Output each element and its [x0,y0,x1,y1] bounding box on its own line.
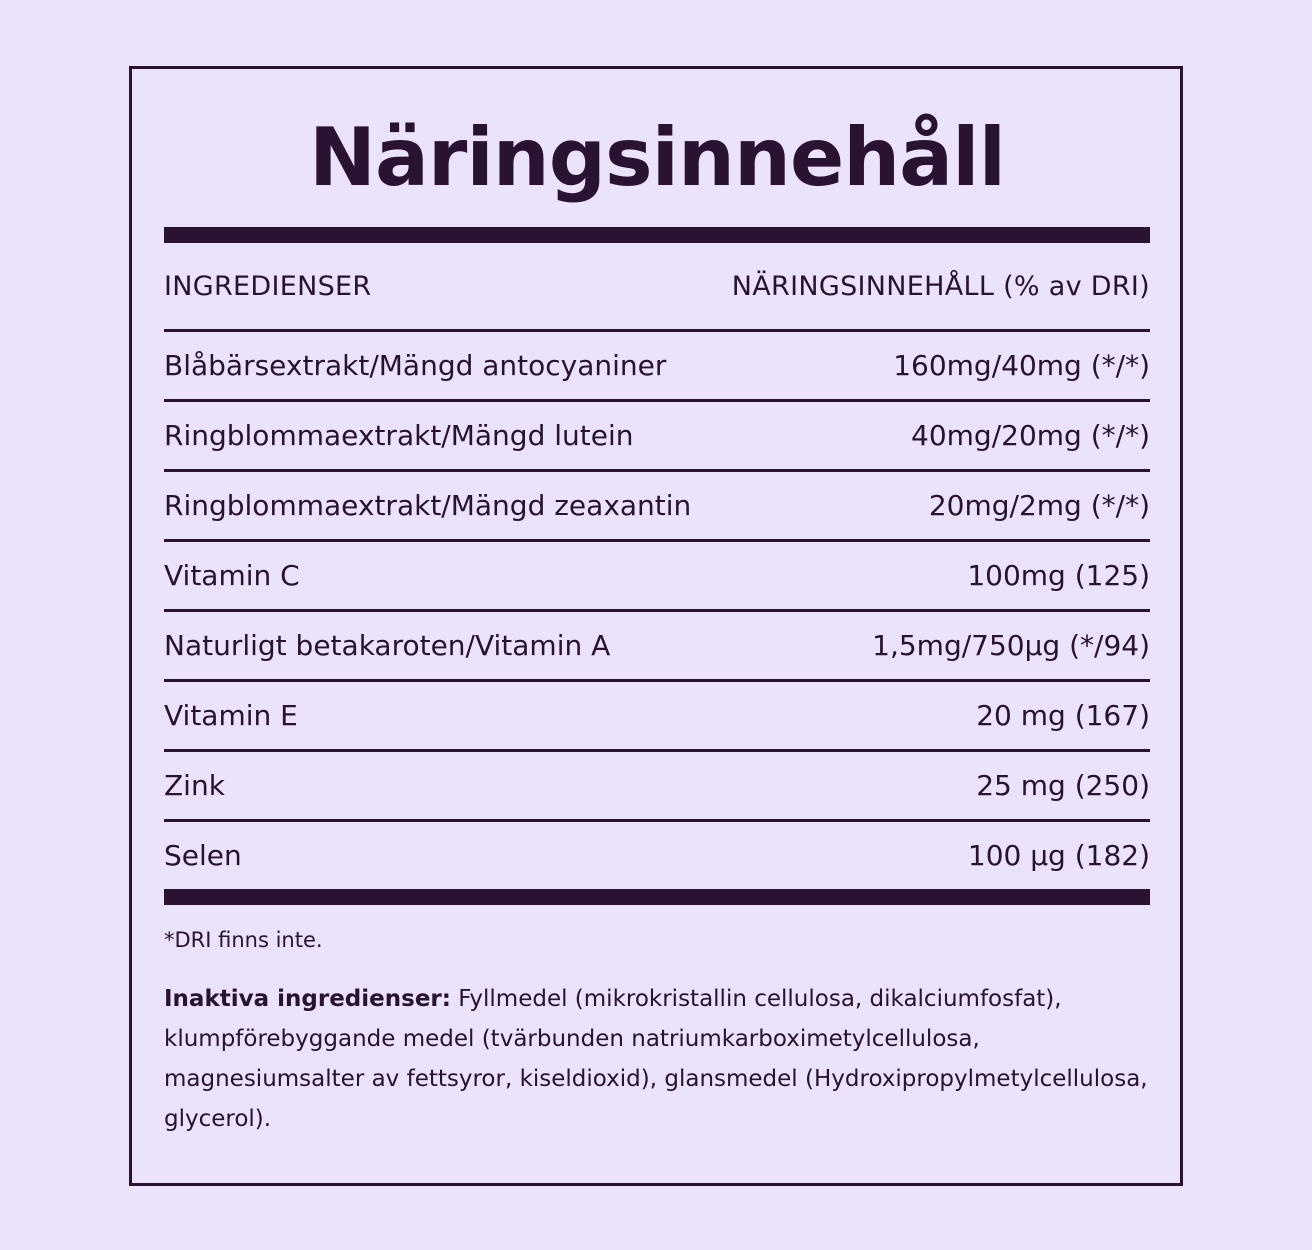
bottom-divider [164,889,1150,905]
inactive-ingredients-label: Inaktiva ingredienser: [164,986,451,1012]
dri-footnote: *DRI finns inte. [164,928,323,952]
ingredient-value: 40mg/20mg (*/*) [911,419,1150,452]
table-row [164,542,1150,612]
ingredient-name: Blåbärsextrakt/Mängd antocyaniner [164,349,667,382]
table-row [164,682,1150,752]
ingredient-name: Ringblommaextrakt/Mängd zeaxantin [164,489,692,522]
ingredient-value: 20 mg (167) [976,699,1150,732]
ingredient-name: Zink [164,769,225,802]
ingredient-value: 160mg/40mg (*/*) [893,349,1150,382]
ingredient-name: Vitamin C [164,559,300,592]
ingredient-value: 100mg (125) [967,559,1150,592]
nutrition-label-content [164,69,1150,1139]
ingredient-name: Naturligt betakaroten/Vitamin A [164,629,611,662]
top-divider [164,227,1150,243]
ingredient-name: Selen [164,839,242,872]
nutrition-label-panel [129,66,1183,1186]
table-row [164,402,1150,472]
inactive-ingredients [164,979,1154,1139]
ingredient-value: 25 mg (250) [976,769,1150,802]
page-title: Näringsinnehåll [308,111,1005,204]
header-nutrition: NÄRINGSINNEHÅLL (% av DRI) [731,270,1150,302]
ingredient-value: 1,5mg/750µg (*/94) [872,629,1150,662]
inactive-ingredients-text: Fyllmedel (mikrokristallin cellulosa, dikalciumfosfat), klumpförebyggande medel (tvärbunden natriumkarboximetylcellulosa, magnesiumsalter av fettsyror, kiseldioxid), glansmedel (Hydroxipropylmetylcellulosa, glycerol). [164,986,1148,1132]
ingredient-name: Vitamin E [164,699,298,732]
ingredient-value: 20mg/2mg (*/*) [928,489,1150,522]
table-row [164,332,1150,402]
table-row [164,612,1150,682]
header-ingredients: INGREDIENSER [164,270,372,302]
ingredient-name: Ringblommaextrakt/Mängd lutein [164,419,634,452]
table-row [164,752,1150,822]
table-header [164,243,1150,332]
ingredient-value: 100 µg (182) [967,839,1150,872]
table-row [164,822,1150,889]
table-row [164,472,1150,542]
